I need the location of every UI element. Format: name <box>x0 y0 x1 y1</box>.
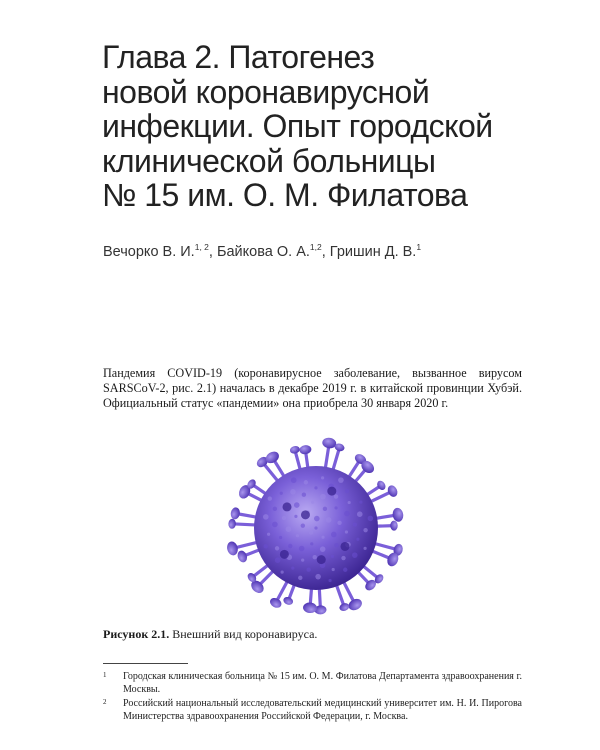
virus-spike-tip <box>289 445 301 455</box>
chapter-title-line: Глава 2. Патогенез <box>102 39 375 75</box>
footnote-mark: 2 <box>103 698 107 706</box>
chapter-title-line: инфекции. Опыт городской <box>102 108 493 144</box>
virus-surface-dot <box>331 555 334 558</box>
author-affiliation-ref: 1, 2 <box>194 242 209 252</box>
virus-surface-dot <box>363 528 367 532</box>
footnote-mark: 1 <box>103 671 107 679</box>
virus-surface-dot <box>326 517 332 523</box>
virus-surface-dot <box>302 493 306 497</box>
virus-surface-dot <box>290 489 296 495</box>
virus-surface-dot <box>282 516 286 520</box>
virus-surface-dot <box>309 530 313 534</box>
virus-surface-dot <box>321 536 324 539</box>
virus-spike-tip <box>228 519 236 529</box>
chapter-title-line: новой коронавирусной <box>102 73 430 110</box>
author-name: Гришин Д. В. <box>329 244 417 260</box>
virus-surface-dot <box>306 567 310 571</box>
virus-spike-tip <box>347 597 364 613</box>
footnote-text: Российский национальный исследовательский медицинский университет им. Н. И. Пирогова Министерства здравоохранения Российской Федерации, г. Москва. <box>123 698 522 722</box>
virus-surface-dot <box>348 501 351 504</box>
virus-surface-dot <box>323 507 327 511</box>
virus-surface-dot <box>301 523 305 527</box>
virus-surface-spike <box>301 510 310 519</box>
virus-surface-dot <box>263 544 267 548</box>
author-name: Байкова О. А. <box>216 244 310 260</box>
virus-surface-dot <box>263 514 269 520</box>
virus-surface-dot <box>353 522 357 526</box>
chapter-title <box>102 40 572 213</box>
author-separator: , <box>208 244 217 260</box>
virus-surface-dot <box>337 521 341 525</box>
virus-surface-spike <box>327 487 336 496</box>
virus-surface-dot <box>341 556 345 560</box>
intro-paragraph: Пандемия COVID-19 (коронавирусное заболевание, вызванное вирусом SARSCoV-2, рис. 2.1) началась в декабре 2019 г. в китайской провинции Хубэй. Официальный статус «пандемии» она приобрела 30 января 2020 г. <box>103 366 522 410</box>
virus-spike-tip <box>226 540 240 556</box>
virus-surface-dot <box>352 552 358 558</box>
virus-spike-tip <box>338 602 350 612</box>
virus-surface-dot <box>357 511 363 517</box>
virus-spike-tip <box>282 596 294 607</box>
footnote-text: Городская клиническая больница № 15 им. О. М. Филатова Департамента здравоохранения г. Москвы. <box>123 671 522 695</box>
virus-surface-dot <box>334 494 338 498</box>
virus-surface-dot <box>296 534 299 537</box>
virus-surface-dot <box>273 507 277 511</box>
virus-spike-tip <box>322 437 337 450</box>
virus-surface-dot <box>294 502 300 508</box>
virus-surface-dot <box>286 526 292 532</box>
virus-surface-spike <box>340 542 349 551</box>
virus-spike-tip <box>268 596 283 610</box>
virus-surface-dot <box>321 476 324 479</box>
virus-surface-dot <box>368 516 374 522</box>
coronavirus-illustration-icon <box>218 432 414 624</box>
virus-surface-dot <box>310 542 313 545</box>
virus-spike-tip <box>299 444 312 455</box>
virus-surface-dot <box>343 568 347 572</box>
virus-surface-dot <box>267 533 270 536</box>
virus-surface-dot <box>356 538 359 541</box>
virus-surface-dot <box>304 480 308 484</box>
virus-surface-dot <box>338 477 344 483</box>
virus-surface-dot <box>314 486 317 489</box>
author-affiliation-ref: 1,2 <box>309 242 322 252</box>
virus-surface-dot <box>344 511 350 517</box>
virus-surface-spike <box>317 555 326 564</box>
virus-surface-spike <box>283 502 292 511</box>
virus-surface-dot <box>298 576 302 580</box>
virus-surface-dot <box>294 515 297 518</box>
virus-surface-dot <box>301 559 304 562</box>
author-list <box>103 242 421 260</box>
figure-caption-text: Внешний вид коронавируса. <box>169 627 318 641</box>
virus-surface-dot <box>320 546 326 552</box>
virus-surface-dot <box>268 496 272 500</box>
figure-caption-label: Рисунок 2.1. <box>103 627 170 641</box>
virus-surface-dot <box>272 522 278 528</box>
virus-surface-dot <box>275 557 281 563</box>
virus-surface-dot <box>311 501 314 504</box>
virus-surface-dot <box>315 574 321 580</box>
virus-surface-dot <box>331 532 337 538</box>
figure-caption <box>103 627 317 642</box>
virus-spike-tip <box>386 484 399 499</box>
author-separator: , <box>321 244 330 260</box>
footnote-item <box>103 698 522 723</box>
virus-surface-dot <box>291 567 294 570</box>
virus-surface-spike <box>280 550 289 559</box>
virus-surface-dot <box>345 530 348 533</box>
chapter-title-line: № 15 им. О. М. Филатова <box>102 177 468 213</box>
virus-surface-dot <box>275 546 279 550</box>
virus-surface-dot <box>314 526 317 529</box>
virus-surface-dot <box>332 568 335 571</box>
footnote-item <box>103 671 522 696</box>
virus-spike-tip <box>230 507 241 520</box>
virus-surface-dot <box>288 544 292 548</box>
footnotes <box>103 671 522 725</box>
virus-surface-dot <box>314 516 320 522</box>
figure-coronavirus <box>218 432 414 624</box>
virus-surface-dot <box>328 579 331 582</box>
virus-surface-dot <box>280 492 283 495</box>
virus-surface-dot <box>291 477 297 483</box>
virus-surface-dot <box>334 506 337 509</box>
virus-spike-tip <box>392 507 405 522</box>
virus-spike-tip <box>236 549 249 563</box>
footnote-divider <box>103 663 188 664</box>
author-name: Вечорко В. И. <box>103 244 195 260</box>
virus-surface-dot <box>313 555 317 559</box>
virus-surface-dot <box>345 489 349 493</box>
author-affiliation-ref: 1 <box>416 242 422 252</box>
virus-surface-dot <box>299 546 305 552</box>
virus-spike-tip <box>390 521 398 531</box>
virus-surface-dot <box>334 543 338 547</box>
virus-surface-dot <box>320 494 326 500</box>
virus-surface-dot <box>363 547 366 550</box>
virus-surface-dot <box>359 500 362 503</box>
virus-surface-dot <box>279 536 282 539</box>
virus-surface-dot <box>281 571 284 574</box>
chapter-title-line: клинической больницы <box>102 142 436 179</box>
